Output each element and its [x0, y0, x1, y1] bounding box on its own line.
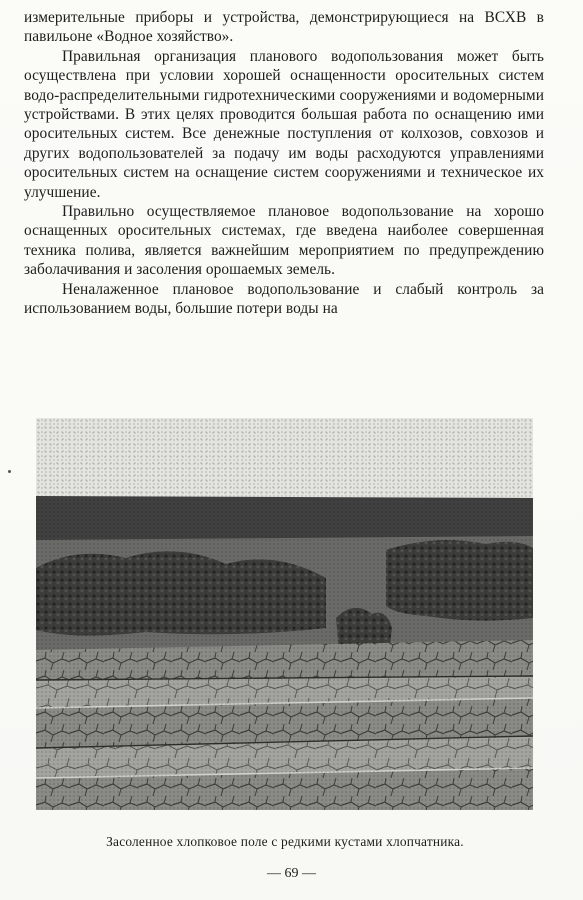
body-text	[24, 8, 544, 319]
paragraph-2: Правильная организация планового водопользования может быть осуществлена при условии хорошей оснащенности оросительных систем водо-распределительными гидротехническими сооружениями и водомерными устройствами. В этих целях проводится большая работа по оснащению ими оросительных систем. Все денежные поступления от колхозов, совхозов и других водопользователей за подачу им воды расходуются управлениями оросительных систем на оснащение систем сооружениями и техническое их улучшение.	[24, 47, 544, 201]
paragraph-4: Неналаженное плановое водопользование и слабый контроль за использованием воды, большие потери воды на	[24, 280, 544, 318]
print-speck	[8, 470, 11, 473]
field-photograph	[36, 418, 533, 810]
figure-caption: Засоленное хлопковое поле с редкими кустами хлопчатника.	[106, 834, 464, 849]
page-number: — 69 —	[267, 866, 316, 881]
paragraph-3: Правильно осуществляемое плановое водопользование на хорошо оснащенных оросительных системах, где введена наиболее совершенная техника полива, является важнейшим мероприятием по предупреждению заболачивания и засоления орошаемых земель.	[24, 203, 544, 279]
paragraph-1: измерительные приборы и устройства, демонстрирующиеся на ВСХВ в павильоне «Водное хозяйство».	[24, 9, 544, 46]
